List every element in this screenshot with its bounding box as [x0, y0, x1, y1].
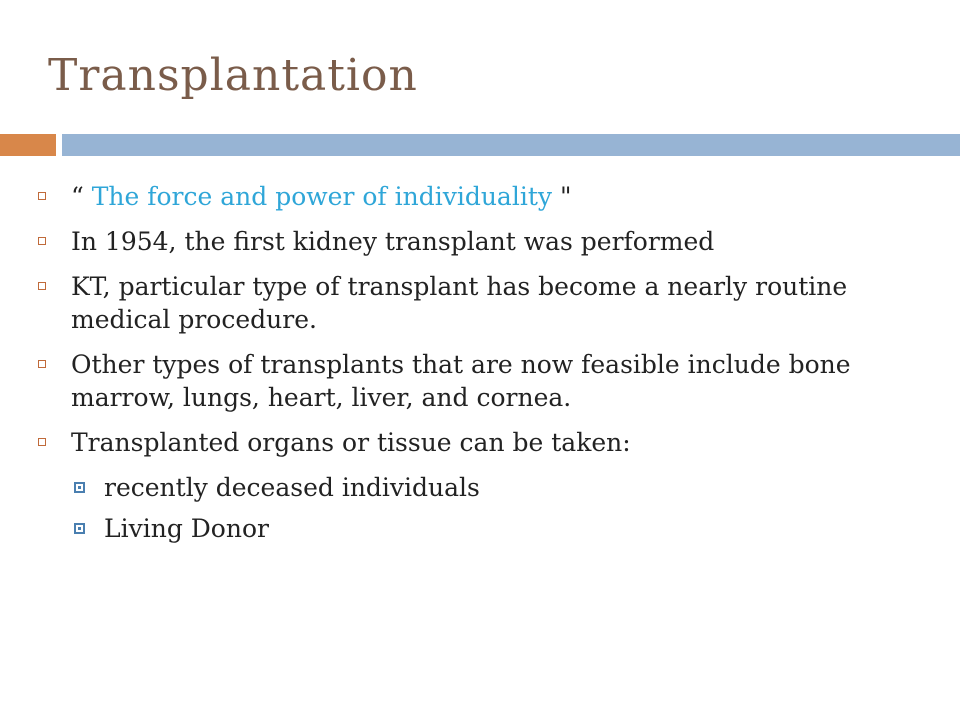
- square-bullet-icon: [38, 438, 46, 446]
- quote-text: The force and power of individuality: [91, 182, 552, 211]
- list-item: [36, 225, 936, 258]
- accent-bar-orange: [0, 134, 56, 156]
- square-bullet-icon: [38, 360, 46, 368]
- slide-title: Transplantation: [48, 50, 418, 101]
- square-dot-bullet-icon: [74, 482, 85, 493]
- sub-list-item: [36, 471, 936, 504]
- square-dot-bullet-icon: [74, 523, 85, 534]
- sub-list-item-text: Living Donor: [104, 514, 269, 543]
- list-item: [36, 348, 936, 414]
- quote-close: ": [552, 182, 572, 211]
- square-bullet-icon: [38, 237, 46, 245]
- list-item-text: KT, particular type of transplant has become a nearly routine medical procedure.: [71, 272, 848, 334]
- list-item: [36, 270, 936, 336]
- sub-list-item: [36, 512, 936, 545]
- list-item: [36, 426, 936, 459]
- bullet-list: [36, 180, 936, 553]
- sub-list-item-text: recently deceased individuals: [104, 473, 480, 502]
- list-item-quote: [36, 180, 936, 213]
- list-item-text: Transplanted organs or tissue can be taken:: [71, 428, 631, 457]
- accent-bar-blue: [62, 134, 960, 156]
- square-bullet-icon: [38, 192, 46, 200]
- quote-open: “: [71, 182, 92, 211]
- list-item-text: Other types of transplants that are now feasible include bone marrow, lungs, heart, liver, and cornea.: [71, 350, 851, 412]
- list-item-text: In 1954, the first kidney transplant was performed: [71, 227, 715, 256]
- square-bullet-icon: [38, 282, 46, 290]
